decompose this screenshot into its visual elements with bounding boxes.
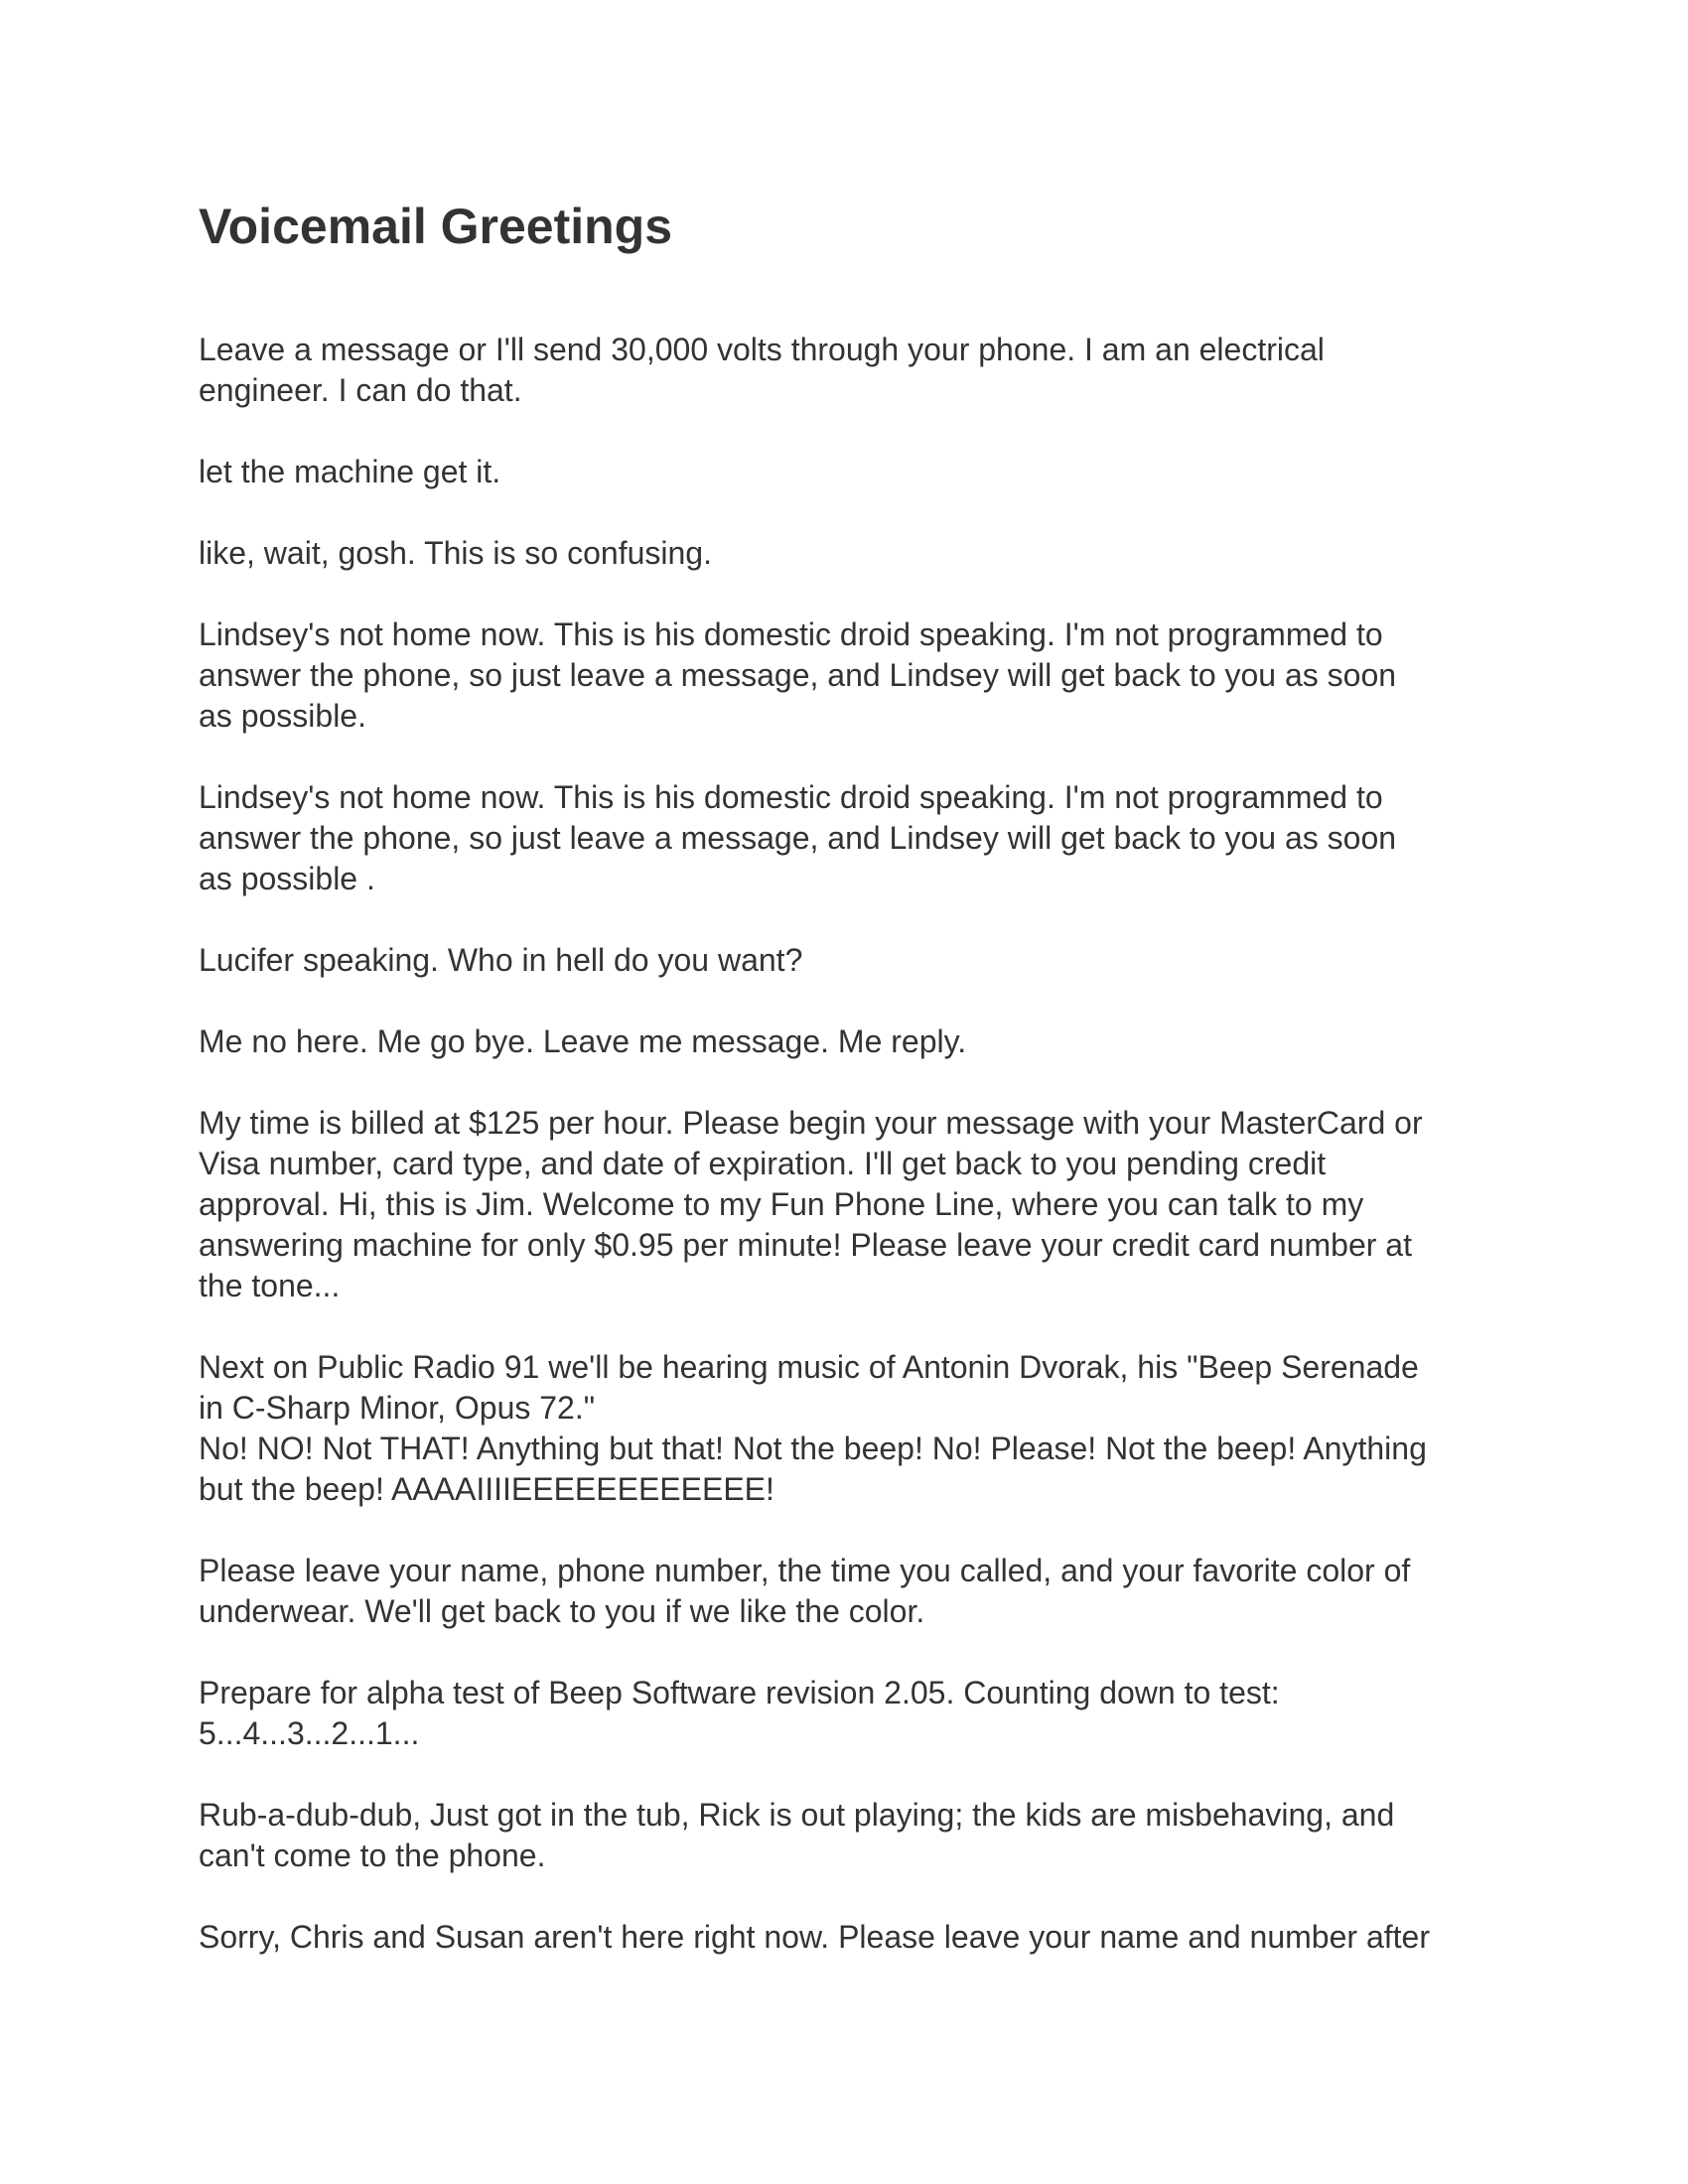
paragraph-line: as possible. — [199, 698, 366, 734]
paragraph-line: like, wait, gosh. This is so confusing. — [199, 535, 712, 571]
greeting-paragraph — [199, 777, 1489, 899]
paragraph-line: as possible . — [199, 861, 375, 896]
paragraph-line: Sorry, Chris and Susan aren't here right now. Please leave your name and number after — [199, 1919, 1430, 1955]
paragraph-line: Rub-a-dub-dub, Just got in the tub, Rick is out playing; the kids are misbehaving, and — [199, 1797, 1395, 1833]
paragraph-line: Prepare for alpha test of Beep Software revision 2.05. Counting down to test: — [199, 1675, 1280, 1710]
greeting-paragraph — [199, 1347, 1489, 1510]
greeting-paragraph — [199, 1673, 1489, 1754]
document-body — [199, 330, 1489, 1998]
paragraph-line: Visa number, card type, and date of expiration. I'll get back to you pending credit — [199, 1146, 1327, 1181]
paragraph-line: in C-Sharp Minor, Opus 72." — [199, 1390, 596, 1426]
greeting-paragraph — [199, 1917, 1489, 1958]
paragraph-line: can't come to the phone. — [199, 1838, 546, 1873]
paragraph-line: My time is billed at $125 per hour. Please begin your message with your MasterCard or — [199, 1105, 1423, 1141]
paragraph-line: Lindsey's not home now. This is his domestic droid speaking. I'm not programmed to — [199, 616, 1383, 652]
greeting-paragraph — [199, 1103, 1489, 1306]
greeting-paragraph — [199, 452, 1489, 492]
paragraph-line: answering machine for only $0.95 per minute! Please leave your credit card number at — [199, 1227, 1412, 1263]
greeting-paragraph — [199, 533, 1489, 574]
greeting-paragraph — [199, 330, 1489, 411]
greeting-paragraph — [199, 1022, 1489, 1062]
greeting-paragraph — [199, 940, 1489, 981]
paragraph-line: let the machine get it. — [199, 454, 501, 489]
paragraph-line: answer the phone, so just leave a message, and Lindsey will get back to you as soon — [199, 657, 1397, 693]
greeting-paragraph — [199, 1551, 1489, 1632]
paragraph-line: approval. Hi, this is Jim. Welcome to my Fun Phone Line, where you can talk to my — [199, 1186, 1364, 1222]
paragraph-line: Next on Public Radio 91 we'll be hearing music of Antonin Dvorak, his "Beep Serenade — [199, 1349, 1419, 1385]
paragraph-line: No! NO! Not THAT! Anything but that! Not the beep! No! Please! Not the beep! Anything — [199, 1431, 1427, 1466]
paragraph-line: underwear. We'll get back to you if we like the color. — [199, 1593, 925, 1629]
greeting-paragraph — [199, 1795, 1489, 1876]
paragraph-line: engineer. I can do that. — [199, 372, 522, 408]
paragraph-line: Please leave your name, phone number, the time you called, and your favorite color of — [199, 1553, 1411, 1588]
paragraph-line: Lucifer speaking. Who in hell do you want? — [199, 942, 803, 978]
paragraph-line: answer the phone, so just leave a message, and Lindsey will get back to you as soon — [199, 820, 1397, 856]
paragraph-line: Leave a message or I'll send 30,000 volts through your phone. I am an electrical — [199, 332, 1325, 367]
document-title: Voicemail Greetings — [199, 199, 673, 254]
paragraph-line: the tone... — [199, 1268, 341, 1303]
greeting-paragraph — [199, 614, 1489, 737]
paragraph-line: 5...4...3...2...1... — [199, 1715, 420, 1751]
paragraph-line: Lindsey's not home now. This is his domestic droid speaking. I'm not programmed to — [199, 779, 1383, 815]
paragraph-line: Me no here. Me go bye. Leave me message. Me reply. — [199, 1024, 967, 1059]
paragraph-line: but the beep! AAAAIIIIEEEEEEEEEEEE! — [199, 1471, 774, 1507]
